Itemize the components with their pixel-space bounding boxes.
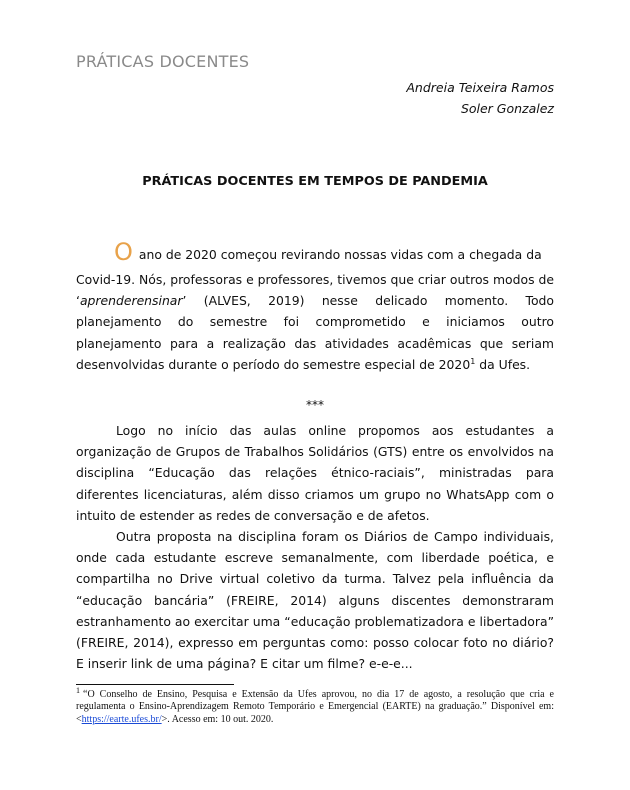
intro-text-part: ’ (ALVES, 2019) nesse delicado momento. Todo planejamento do semestre foi comprometido e iniciamos outro planejamento para a realização das atividades acadêmicas que seriam desenvolvidas durante o período do semestre especial de 2020 xyxy=(76,293,554,372)
footnote-reference[interactable]: 1 xyxy=(470,356,476,366)
section-separator: *** xyxy=(306,398,324,412)
author-list xyxy=(406,77,554,119)
footnote-divider xyxy=(76,684,234,685)
author-name: Soler Gonzalez xyxy=(460,101,554,116)
intro-text-part: Covid-19. Nós, professoras e professores, tivemos que criar outros modos de ‘ xyxy=(76,272,554,309)
italic-term: aprenderensinar xyxy=(79,293,183,309)
running-head: PRÁTICAS DOCENTES xyxy=(76,52,250,71)
footnote-mark: 1 xyxy=(76,685,80,695)
article-title: PRÁTICAS DOCENTES EM TEMPOS DE PANDEMIA xyxy=(142,174,488,189)
footnote xyxy=(76,685,554,726)
drop-cap: O xyxy=(114,238,133,266)
intro-first-line-text: ano de 2020 começou revirando nossas vidas com a chegada da xyxy=(138,247,542,262)
footnote-text-end: >. Acesso em: 10 out. 2020. xyxy=(161,713,274,725)
body-paragraph-2: Logo no início das aulas online propomos aos estudantes a organização de Grupos de Trabalhos Solidários (GTS) entre os envolvidos na disciplina “Educação das relações étnico-raciais”, ministradas para diferentes licenciaturas, além disso criamos um grupo no WhatsApp com o intuito de estender as redes de conversação e de afetos. xyxy=(76,423,554,523)
intro-text-part: da Ufes. xyxy=(475,356,531,372)
author-name: Andreia Teixeira Ramos xyxy=(406,80,554,95)
intro-text xyxy=(76,269,554,375)
body-paragraph-3: Outra proposta na disciplina foram os Diários de Campo individuais, onde cada estudante escreve semanalmente, com liberdade poética, e compartilha no Drive virtual coletivo da turma. Talvez pela influência da “educação bancária” (FREIRE, 2014) alguns discentes demonstraram estranhamento ao exercitar uma “educação problematizadora e libertadora” (FREIRE, 2014), expresso em perguntas como: posso colocar foto no diário? E inserir link de uma página? E citar um filme? e-e-e... xyxy=(76,529,554,672)
footnote-text: “O Conselho de Ensino, Pesquisa e Extensão da Ufes aprovou, no dia 17 de agosto, a resolução que cria e regulamenta o Ensino-Aprendizagem Remoto Temporário e Emergencial (EARTE) na graduação.” Disponível em: < xyxy=(76,689,554,725)
intro-first-line xyxy=(76,236,554,269)
footnote-link[interactable]: https://earte.ufes.br/ xyxy=(81,713,162,725)
intro-paragraph xyxy=(76,236,554,375)
